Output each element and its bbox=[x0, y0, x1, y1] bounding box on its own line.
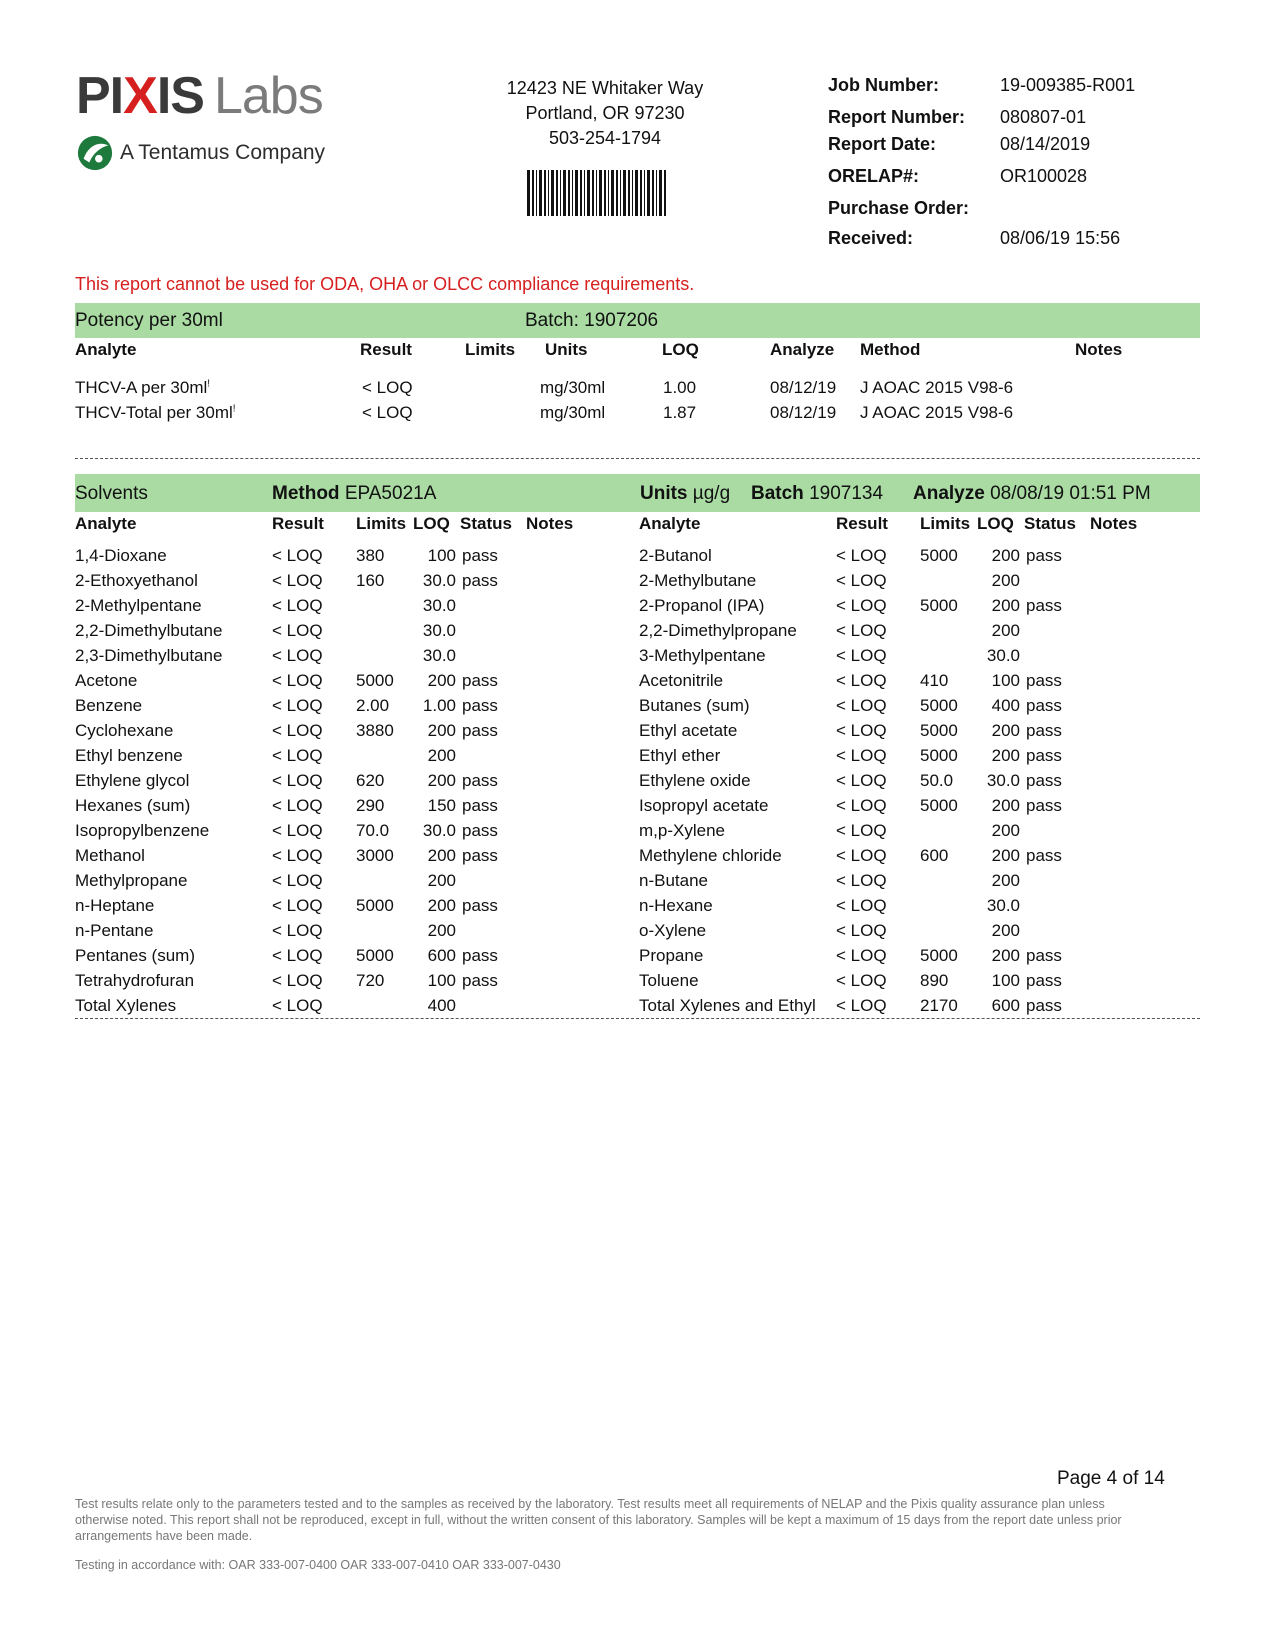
cell-loq: 200 bbox=[991, 871, 1020, 890]
cell-result: < LOQ bbox=[272, 821, 323, 840]
cell-status: pass bbox=[462, 946, 498, 965]
barcode-bar bbox=[575, 170, 578, 216]
cell-limits: 5000 bbox=[356, 946, 394, 965]
cell-limits: 2.00 bbox=[356, 696, 390, 715]
barcode-bar bbox=[656, 170, 657, 216]
barcode-bar bbox=[568, 170, 570, 216]
barcode-bar bbox=[647, 170, 650, 216]
cell-loq: 30.0 bbox=[422, 821, 456, 840]
cell-loq: 100 bbox=[991, 671, 1020, 690]
cell-result: < LOQ bbox=[272, 921, 323, 940]
barcode-bar bbox=[608, 170, 609, 216]
cell-limits: 3880 bbox=[356, 721, 394, 740]
address-street: 12423 NE Whitaker Way bbox=[506, 78, 704, 98]
cell-result: < LOQ bbox=[836, 621, 887, 640]
cell-result: < LOQ bbox=[272, 596, 323, 615]
cell-limits: 5000 bbox=[920, 546, 958, 565]
cell-method: J AOAC 2015 V98-6 bbox=[860, 378, 1014, 397]
cell-analyte: Ethylene glycol bbox=[75, 771, 190, 790]
cell-loq: 200 bbox=[427, 921, 456, 940]
cell-analyte: Propane bbox=[639, 946, 704, 965]
cell-status: pass bbox=[462, 896, 498, 915]
cell-units: mg/30ml bbox=[540, 378, 606, 397]
barcode-bar bbox=[548, 170, 549, 216]
cell-analyte: Acetonitrile bbox=[639, 671, 724, 690]
orelap-value: OR100028 bbox=[1000, 166, 1088, 186]
cell-result: < LOQ bbox=[272, 671, 323, 690]
cell-result: < LOQ bbox=[272, 796, 323, 815]
cell-analyte: Methylpropane bbox=[75, 871, 188, 890]
cell-analyte: THCV-Total per 30ml! bbox=[75, 403, 236, 422]
logo-tagline-row bbox=[76, 134, 376, 172]
barcode-bar bbox=[616, 170, 618, 216]
barcode-bar bbox=[572, 170, 573, 216]
cell-status: pass bbox=[1026, 721, 1062, 740]
cell-loq: 100 bbox=[991, 971, 1020, 990]
cell-loq: 30.0 bbox=[986, 896, 1020, 915]
barcode-bar bbox=[604, 170, 606, 216]
tentamus-leaf-icon bbox=[76, 134, 114, 172]
cell-result: < LOQ bbox=[272, 646, 323, 665]
cell-status: pass bbox=[462, 721, 498, 740]
cell-loq: 100 bbox=[427, 546, 456, 565]
cell-result: < LOQ bbox=[836, 996, 887, 1015]
cell-loq: 200 bbox=[427, 846, 456, 865]
barcode-bar bbox=[623, 170, 626, 216]
cell-analyte: n-Butane bbox=[639, 871, 708, 890]
cell-analyte: Tetrahydrofuran bbox=[75, 971, 195, 990]
cell-result: < LOQ bbox=[836, 946, 887, 965]
cell-limits: 290 bbox=[356, 796, 385, 815]
cell-analyte: Methanol bbox=[75, 846, 145, 865]
cell-status: pass bbox=[1026, 971, 1062, 990]
barcode-bar bbox=[544, 170, 546, 216]
cell-loq: 400 bbox=[991, 696, 1020, 715]
barcode-bar bbox=[527, 170, 530, 216]
cell-status: pass bbox=[1026, 671, 1062, 690]
barcode-bar bbox=[580, 170, 582, 216]
report-number-value: 080807-01 bbox=[1000, 107, 1087, 127]
cell-loq: 30.0 bbox=[986, 646, 1020, 665]
cell-units: mg/30ml bbox=[540, 403, 606, 422]
cell-analyte: THCV-A per 30ml! bbox=[75, 378, 211, 397]
cell-loq: 200 bbox=[991, 821, 1020, 840]
cell-loq: 200 bbox=[427, 721, 456, 740]
cell-loq: 200 bbox=[991, 621, 1020, 640]
job-number-value: 19-009385-R001 bbox=[1000, 75, 1136, 95]
barcode-bar bbox=[628, 170, 630, 216]
potency-header-band bbox=[75, 303, 1200, 338]
cell-status: pass bbox=[462, 771, 498, 790]
barcode-bar bbox=[532, 170, 534, 216]
cell-loq: 200 bbox=[991, 796, 1020, 815]
cell-loq: 200 bbox=[427, 871, 456, 890]
cell-result: < LOQ bbox=[272, 946, 323, 965]
cell-result: < LOQ bbox=[272, 971, 323, 990]
barcode-bar bbox=[551, 170, 554, 216]
cell-analyte: 3-Methylpentane bbox=[639, 646, 766, 665]
cell-loq: 600 bbox=[991, 996, 1020, 1015]
cell-loq: 200 bbox=[991, 846, 1020, 865]
cell-analyte: Ethyl benzene bbox=[75, 746, 183, 765]
cell-status: pass bbox=[1026, 546, 1062, 565]
cell-analyte: 2-Methylpentane bbox=[75, 596, 202, 615]
cell-status: pass bbox=[1026, 946, 1062, 965]
cell-result: < LOQ bbox=[836, 746, 887, 765]
footnote-mark: ! bbox=[207, 378, 211, 390]
barcode-bar bbox=[563, 170, 566, 216]
company-logo bbox=[76, 67, 376, 170]
cell-result: < LOQ bbox=[272, 896, 323, 915]
cell-result: < LOQ bbox=[272, 996, 323, 1015]
barcode-bar bbox=[584, 170, 585, 216]
cell-result: < LOQ bbox=[836, 646, 887, 665]
cell-analyte: 2,2-Dimethylbutane bbox=[75, 621, 223, 640]
cell-result: < LOQ bbox=[272, 871, 323, 890]
cell-analyte: 2-Propanol (IPA) bbox=[639, 596, 765, 615]
footer-testing: Testing in accordance with: OAR 333-007-0400 OAR 333-007-0410 OAR 333-007-0430 bbox=[75, 1558, 561, 1572]
barcode-bar bbox=[644, 170, 645, 216]
cell-status: pass bbox=[462, 796, 498, 815]
logo-tagline: A Tentamus Company bbox=[120, 141, 326, 164]
cell-loq: 1.87 bbox=[663, 403, 697, 422]
cell-result: < LOQ bbox=[836, 871, 887, 890]
cell-status: pass bbox=[462, 696, 498, 715]
received-value: 08/06/19 15:56 bbox=[1000, 228, 1121, 248]
cell-result: < LOQ bbox=[272, 846, 323, 865]
cell-analyte: Methylene chloride bbox=[639, 846, 782, 865]
cell-result: < LOQ bbox=[836, 721, 887, 740]
cell-analyte: 2-Methylbutane bbox=[639, 571, 757, 590]
cell-limits: 620 bbox=[356, 771, 385, 790]
cell-result: < LOQ bbox=[272, 696, 323, 715]
cell-analyte: Toluene bbox=[639, 971, 699, 990]
potency-title: Potency per 30ml bbox=[75, 310, 223, 331]
cell-result: < LOQ bbox=[362, 403, 413, 422]
cell-limits: 890 bbox=[920, 971, 949, 990]
cell-analyte: Acetone bbox=[75, 671, 138, 690]
cell-result: < LOQ bbox=[836, 771, 887, 790]
cell-analyte: 2,3-Dimethylbutane bbox=[75, 646, 223, 665]
cell-loq: 30.0 bbox=[422, 621, 456, 640]
solvents-header-band bbox=[75, 474, 1200, 512]
cell-loq: 30.0 bbox=[422, 596, 456, 615]
barcode-bar bbox=[652, 170, 654, 216]
cell-limits: 2170 bbox=[920, 996, 958, 1015]
cell-loq: 200 bbox=[991, 721, 1020, 740]
cell-analyte: Isopropyl acetate bbox=[639, 796, 769, 815]
cell-result: < LOQ bbox=[836, 896, 887, 915]
barcode-bar bbox=[587, 170, 590, 216]
barcode-bar bbox=[664, 170, 666, 216]
cell-limits: 160 bbox=[356, 571, 385, 590]
cell-analyte: Butanes (sum) bbox=[639, 696, 750, 715]
cell-loq: 150 bbox=[427, 796, 456, 815]
cell-result: < LOQ bbox=[836, 971, 887, 990]
cell-loq: 30.0 bbox=[986, 771, 1020, 790]
barcode-bar bbox=[632, 170, 633, 216]
cell-result: < LOQ bbox=[272, 746, 323, 765]
barcode-bar bbox=[596, 170, 597, 216]
cell-analyte: m,p-Xylene bbox=[639, 821, 725, 840]
cell-status: pass bbox=[1026, 596, 1062, 615]
cell-result: < LOQ bbox=[272, 721, 323, 740]
cell-result: < LOQ bbox=[836, 846, 887, 865]
cell-limits: 5000 bbox=[920, 746, 958, 765]
cell-analyte: Ethylene oxide bbox=[639, 771, 751, 790]
cell-analyte: n-Hexane bbox=[639, 896, 713, 915]
cell-result: < LOQ bbox=[836, 571, 887, 590]
cell-loq: 1.00 bbox=[663, 378, 697, 397]
cell-analyte: Pentanes (sum) bbox=[75, 946, 195, 965]
cell-loq: 200 bbox=[991, 596, 1020, 615]
cell-result: < LOQ bbox=[836, 796, 887, 815]
page-number: Page 4 of 14 bbox=[1057, 1468, 1165, 1489]
cell-limits: 3000 bbox=[356, 846, 394, 865]
cell-limits: 600 bbox=[920, 846, 949, 865]
barcode-bar bbox=[539, 170, 542, 216]
cell-loq: 600 bbox=[427, 946, 456, 965]
barcode-bar bbox=[620, 170, 621, 216]
cell-loq: 400 bbox=[427, 996, 456, 1015]
barcode-bar bbox=[659, 170, 662, 216]
cell-limits: 5000 bbox=[920, 696, 958, 715]
cell-method: J AOAC 2015 V98-6 bbox=[860, 403, 1014, 422]
cell-limits: 410 bbox=[920, 671, 949, 690]
barcode-bar bbox=[611, 170, 614, 216]
cell-limits: 5000 bbox=[920, 596, 958, 615]
cell-status: pass bbox=[462, 846, 498, 865]
cell-limits: 5000 bbox=[356, 896, 394, 915]
cell-loq: 30.0 bbox=[422, 646, 456, 665]
cell-loq: 30.0 bbox=[422, 571, 456, 590]
solvents-title: Solvents bbox=[75, 483, 148, 504]
address-city: Portland, OR 97230 bbox=[525, 103, 685, 123]
cell-loq: 200 bbox=[427, 896, 456, 915]
cell-status: pass bbox=[462, 971, 498, 990]
cell-analyte: Benzene bbox=[75, 696, 143, 715]
cell-status: pass bbox=[462, 546, 498, 565]
cell-loq: 200 bbox=[991, 746, 1020, 765]
cell-result: < LOQ bbox=[362, 378, 413, 397]
cell-loq: 200 bbox=[991, 946, 1020, 965]
barcode-bar bbox=[640, 170, 642, 216]
lab-address bbox=[480, 76, 730, 151]
cell-loq: 200 bbox=[427, 771, 456, 790]
cell-limits: 5000 bbox=[920, 946, 958, 965]
potency-batch: Batch: 1907206 bbox=[525, 310, 659, 331]
solvents-units: Units µg/g bbox=[640, 483, 731, 504]
cell-analyte: 2,2-Dimethylpropane bbox=[639, 621, 797, 640]
cell-status: pass bbox=[1026, 771, 1062, 790]
cell-analyte: 2-Butanol bbox=[639, 546, 712, 565]
cell-result: < LOQ bbox=[836, 821, 887, 840]
cell-limits: 5000 bbox=[920, 796, 958, 815]
cell-loq: 200 bbox=[427, 746, 456, 765]
cell-status: pass bbox=[1026, 846, 1062, 865]
cell-analyte: 2-Ethoxyethanol bbox=[75, 571, 198, 590]
barcode-bar bbox=[556, 170, 558, 216]
report-date-value: 08/14/2019 bbox=[1000, 134, 1091, 154]
cell-limits: 50.0 bbox=[920, 771, 954, 790]
cell-result: < LOQ bbox=[836, 671, 887, 690]
cell-analyte: Hexanes (sum) bbox=[75, 796, 191, 815]
cell-limits: 70.0 bbox=[356, 821, 390, 840]
cell-status: pass bbox=[1026, 696, 1062, 715]
cell-result: < LOQ bbox=[272, 571, 323, 590]
barcode-bar bbox=[560, 170, 561, 216]
cell-result: < LOQ bbox=[272, 621, 323, 640]
footnote-mark: ! bbox=[232, 403, 236, 415]
barcode-bar bbox=[635, 170, 638, 216]
cell-limits: 720 bbox=[356, 971, 385, 990]
cell-analyte: Total Xylenes and Ethyl bbox=[639, 996, 816, 1015]
section-divider bbox=[75, 1018, 1200, 1019]
cell-loq: 100 bbox=[427, 971, 456, 990]
barcode-bar bbox=[592, 170, 594, 216]
cell-loq: 200 bbox=[427, 671, 456, 690]
cell-result: < LOQ bbox=[272, 771, 323, 790]
cell-limits: 380 bbox=[356, 546, 385, 565]
solvents-batch: Batch 1907134 bbox=[751, 483, 884, 504]
cell-result: < LOQ bbox=[272, 546, 323, 565]
cell-status: pass bbox=[462, 821, 498, 840]
cell-result: < LOQ bbox=[836, 546, 887, 565]
cell-loq: 200 bbox=[991, 571, 1020, 590]
cell-limits: 5000 bbox=[356, 671, 394, 690]
cell-status: pass bbox=[462, 671, 498, 690]
cell-analyte: Ethyl ether bbox=[639, 746, 721, 765]
cell-analyte: n-Heptane bbox=[75, 896, 155, 915]
cell-loq: 1.00 bbox=[422, 696, 456, 715]
cell-result: < LOQ bbox=[836, 596, 887, 615]
solvents-method: Method EPA5021A bbox=[272, 483, 437, 504]
cell-analyte: 1,4-Dioxane bbox=[75, 546, 167, 565]
cell-status: pass bbox=[462, 571, 498, 590]
solvents-analyze: Analyze 08/08/19 01:51 PM bbox=[913, 483, 1151, 504]
cell-analyze: 08/12/19 bbox=[770, 378, 837, 397]
cell-limits: 5000 bbox=[920, 721, 958, 740]
barcode-image bbox=[527, 170, 669, 216]
section-divider bbox=[75, 458, 1200, 459]
cell-analyte: o-Xylene bbox=[639, 921, 707, 940]
cell-status: pass bbox=[1026, 796, 1062, 815]
cell-analyze: 08/12/19 bbox=[770, 403, 837, 422]
barcode-bar bbox=[599, 170, 602, 216]
cell-analyte: Isopropylbenzene bbox=[75, 821, 210, 840]
cell-analyte: Cyclohexane bbox=[75, 721, 174, 740]
cell-analyte: Total Xylenes bbox=[75, 996, 177, 1015]
cell-status: pass bbox=[1026, 746, 1062, 765]
logo-wordmark: PIXIS Labs bbox=[76, 67, 323, 125]
cell-result: < LOQ bbox=[836, 921, 887, 940]
cell-analyte: n-Pentane bbox=[75, 921, 154, 940]
cell-status: pass bbox=[1026, 996, 1062, 1015]
cell-result: < LOQ bbox=[836, 696, 887, 715]
barcode-bar bbox=[536, 170, 537, 216]
cell-loq: 200 bbox=[991, 546, 1020, 565]
cell-loq: 200 bbox=[991, 921, 1020, 940]
compliance-warning: This report cannot be used for ODA, OHA or OLCC compliance requirements. bbox=[75, 274, 695, 294]
address-phone: 503-254-1794 bbox=[548, 128, 662, 148]
cell-analyte: Ethyl acetate bbox=[639, 721, 738, 740]
footer-disclaimer: Test results relate only to the parameters tested and to the samples as received by the laboratory. Test results meet all requirements of NELAP and the Pixis quality assurance plan unless otherwise noted. This report shall not be reproduced, except in full, without the written consent of this laboratory. Samples will be kept a maximum of 15 days from the report date unless prior arrangements have been made. bbox=[75, 1497, 1122, 1543]
